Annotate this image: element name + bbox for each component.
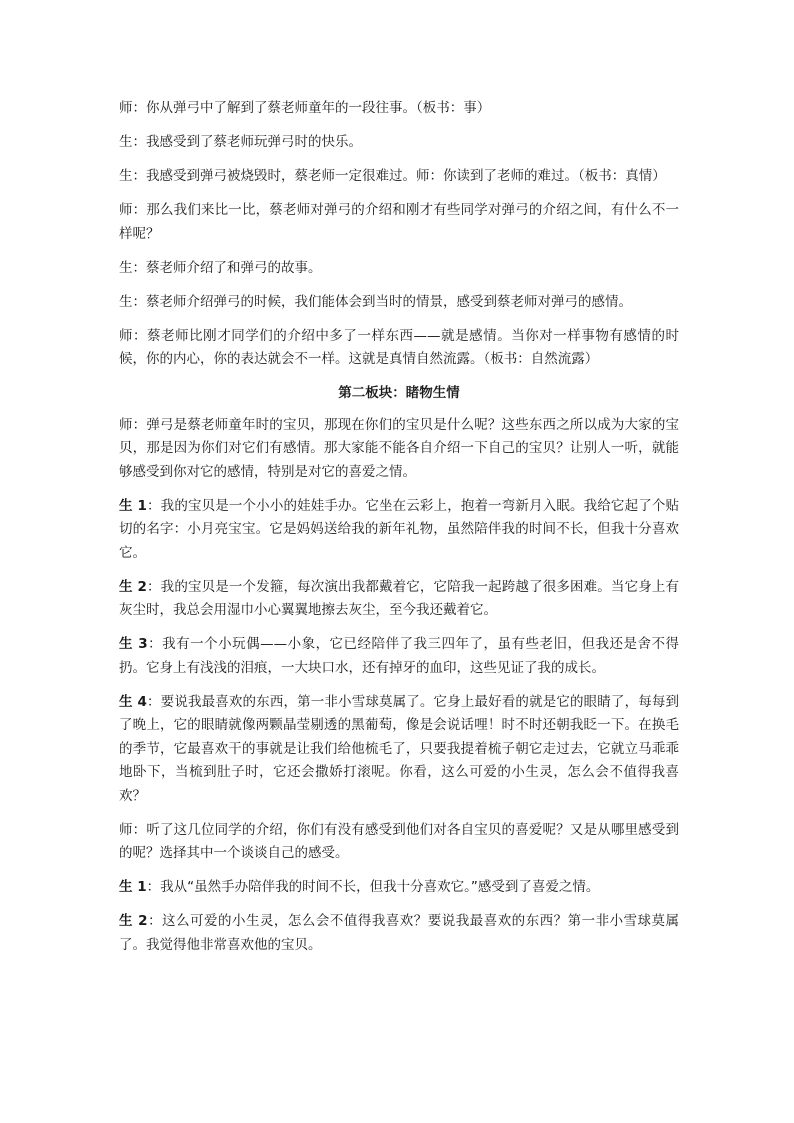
document-body (119, 97, 679, 968)
dialogue-paragraph (119, 633, 679, 680)
dialogue-paragraph (119, 691, 679, 809)
paragraph-text: ：我的宝贝是一个小小的娃娃手办。它坐在云彩上，抱着一弯新月入眠。我给它起了个贴切的名字：小月亮宝宝。它是妈妈送给我的新年礼物，虽然陪伴我的时间不长，但我十分喜欢它。 (119, 497, 680, 561)
speaker-label: 师 (119, 327, 134, 344)
dialogue-paragraph (119, 199, 679, 246)
paragraph-text: ：弹弓是蔡老师童年时的宝贝，那现在你们的宝贝是什么呢？这些东西之所以成为大家的宝贝，那是因为你们对它们有感情。那大家能不能各自介绍一下自己的宝贝？让别人一听，就能够感受到你对它的感情，特别是对它的喜爱之情。 (119, 416, 680, 480)
paragraph-text: ：这么可爱的小生灵，怎么会不值得我喜欢？要说我最喜欢的东西？第一非小雪球莫属了。我觉得他非常喜欢他的宝贝。 (119, 913, 680, 953)
dialogue-paragraph (119, 876, 679, 900)
paragraph-text: ：那么我们来比一比，蔡老师对弹弓的介绍和刚才有些同学对弹弓的介绍之间，有什么不一样呢？ (119, 202, 680, 242)
paragraph-text: ：蔡老师介绍弹弓的时候，我们能体会到当时的情景，感受到蔡老师对弹弓的感情。 (132, 293, 632, 310)
dialogue-paragraph (119, 819, 679, 866)
paragraph-text: ：蔡老师比刚才同学们的介绍中多了一样东西——就是感情。当你对一样事物有感情的时候，你的内心，你的表达就会不一样。这就是真情自然流露。（板书：自然流露） (119, 327, 680, 367)
speaker-label: 生 (119, 293, 133, 310)
dialogue-paragraph (119, 257, 679, 281)
paragraph-text: ：我感受到弹弓被烧毁时，蔡老师一定很难过。师：你读到了老师的难过。（板书：真情） (132, 168, 666, 184)
dialogue-paragraph (119, 291, 679, 315)
speaker-label: 生 1 (119, 879, 147, 895)
speaker-label: 生 (119, 134, 133, 150)
speaker-label: 师 (119, 100, 133, 116)
dialogue-paragraph (119, 910, 679, 957)
speaker-label: 生 2 (119, 913, 148, 929)
dialogue-paragraph (119, 414, 679, 485)
dialogue-paragraph (119, 325, 679, 372)
dialogue-paragraph (119, 495, 679, 566)
paragraph-text: ：你从弹弓中了解到了蔡老师童年的一段往事。（板书：事） (132, 100, 491, 116)
speaker-label: 生 1 (119, 497, 147, 514)
paragraph-text: ：听了这几位同学的介绍，你们有没有感受到他们对各自宝贝的喜爱呢？又是从哪里感受到的呢？选择其中一个谈谈自己的感受。 (119, 821, 680, 861)
speaker-label: 生 (119, 259, 133, 276)
speaker-label: 生 3 (119, 636, 148, 652)
dialogue-paragraph (119, 131, 679, 155)
speaker-label: 生 (119, 168, 133, 184)
paragraph-text: ：我从“虽然手办陪伴我的时间不长，但我十分喜欢它。”感受到了喜爱之情。 (146, 879, 600, 895)
paragraph-text: ：要说我最喜欢的东西，第一非小雪球莫属了。它身上最好看的就是它的眼睛了，每每到了晚上，它的眼睛就像两颗晶莹剔透的黑葡萄，像是会说话哩！时不时还朝我眨一下。在换毛的季节，它最喜欢干的事就是让我们给他梳毛了，只要我提着梳子朝它走过去，它就立马乖乖地卧下，当梳到肚子时，它还会撒娇打滚呢。你看，这么可爱的小生灵，怎么会不值得我喜欢？ (119, 693, 680, 804)
paragraph-text: ：我感受到了蔡老师玩弹弓时的快乐。 (132, 134, 362, 150)
section-heading: 第二板块：睹物生情 (338, 385, 460, 401)
dialogue-paragraph (119, 576, 679, 623)
speaker-label: 师 (119, 416, 133, 433)
speaker-label: 师 (119, 202, 133, 218)
paragraph-text: ：我有一个小玩偶——小象，它已经陪伴了我三四年了，虽有些老旧，但我还是舍不得扔。它身上有浅浅的泪痕，一大块口水，还有掉牙的血印，这些见证了我的成长。 (119, 636, 680, 676)
dialogue-paragraph (119, 165, 679, 189)
speaker-label: 师 (119, 821, 133, 838)
dialogue-paragraph (119, 97, 679, 121)
paragraph-text: ：蔡老师介绍了和弹弓的故事。 (132, 259, 322, 276)
paragraph-text: ：我的宝贝是一个发箍，每次演出我都戴着它，它陪我一起跨越了很多困难。当它身上有灰尘时，我总会用湿巾小心翼翼地擦去灰尘，至今我还戴着它。 (119, 578, 680, 618)
speaker-label: 生 4 (119, 693, 147, 710)
speaker-label: 生 2 (119, 578, 147, 595)
